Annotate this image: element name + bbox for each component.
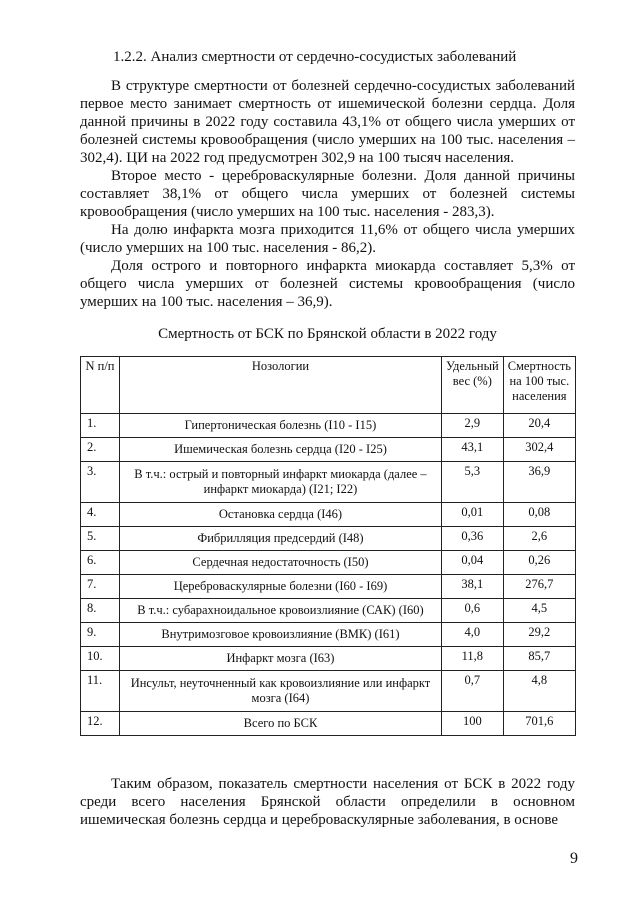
row-mortality: 4,5 xyxy=(503,599,575,623)
row-share: 43,1 xyxy=(441,438,503,462)
row-nosology: Ишемическая болезнь сердца (I20 - I25) xyxy=(120,438,442,462)
row-nosology: Инсульт, неуточненный как кровоизлияние или инфаркт мозга (I64) xyxy=(120,671,442,712)
table-caption: Смертность от БСК по Брянской области в 2022 году xyxy=(158,326,497,342)
row-number: 11. xyxy=(81,671,120,712)
row-share: 0,04 xyxy=(441,551,503,575)
row-number: 10. xyxy=(81,647,120,671)
row-number: 3. xyxy=(81,462,120,503)
row-mortality: 701,6 xyxy=(503,712,575,736)
table-row xyxy=(81,527,576,551)
row-mortality: 20,4 xyxy=(503,414,575,438)
row-mortality: 2,6 xyxy=(503,527,575,551)
paragraph-myocardial-infarction: Доля острого и повторного инфаркта миокарда составляет 5,3% от общего числа умерших от болезней системы кровообращения (число умерших на 100 тыс. населения – 36,9). xyxy=(80,258,575,310)
row-share: 5,3 xyxy=(441,462,503,503)
table-header-row xyxy=(81,357,576,414)
row-nosology: Инфаркт мозга (I63) xyxy=(120,647,442,671)
row-nosology: Сердечная недостаточность (I50) xyxy=(120,551,442,575)
header-share: Удельный вес (%) xyxy=(441,357,503,414)
section-heading: 1.2.2. Анализ смертности от сердечно-сосудистых заболеваний xyxy=(113,49,517,65)
closing-paragraph: Таким образом, показатель смертности населения от БСК в 2022 году среди всего населения Брянской области определили в основном ишемическая болезнь сердца и цереброваскулярные заболевания, в основе xyxy=(80,776,575,828)
paragraph-brain-infarction: На долю инфаркта мозга приходится 11,6% от общего числа умерших (число умерших на 100 тыс. населения - 86,2). xyxy=(80,222,575,256)
row-mortality: 29,2 xyxy=(503,623,575,647)
row-share: 0,7 xyxy=(441,671,503,712)
table-row xyxy=(81,414,576,438)
row-number: 4. xyxy=(81,503,120,527)
row-share: 0,36 xyxy=(441,527,503,551)
row-number: 2. xyxy=(81,438,120,462)
paragraph-ihd: В структуре смертности от болезней сердечно-сосудистых заболеваний первое место занимает смертность от ишемической болезни сердца. Доля данной причины в 2022 году составила 43,1% от общего числа умерших от болезней системы кровообращения (число умерших на 100 тыс. населения – 302,4). ЦИ на 2022 год предусмотрен 302,9 на 100 тысяч населения. xyxy=(80,78,575,166)
table-row xyxy=(81,671,576,712)
row-nosology: Гипертоническая болезнь (I10 - I15) xyxy=(120,414,442,438)
row-mortality: 276,7 xyxy=(503,575,575,599)
paragraph-cerebrovascular: Второе место - цереброваскулярные болезни. Доля данной причины составляет 38,1% от общего числа умерших от болезней системы кровообращения (число умерших на 100 тыс. населения - 283,3). xyxy=(80,168,575,220)
row-nosology: Фибрилляция предсердий (I48) xyxy=(120,527,442,551)
row-share: 11,8 xyxy=(441,647,503,671)
row-number: 5. xyxy=(81,527,120,551)
row-share: 2,9 xyxy=(441,414,503,438)
header-mortality: Смертность на 100 тыс. населения xyxy=(503,357,575,414)
row-nosology: В т.ч.: острый и повторный инфаркт миокарда (далее – инфаркт миокарда) (I21; I22) xyxy=(120,462,442,503)
row-number: 7. xyxy=(81,575,120,599)
table-row xyxy=(81,575,576,599)
header-number: N п/п xyxy=(81,357,120,414)
row-mortality: 0,26 xyxy=(503,551,575,575)
row-number: 12. xyxy=(81,712,120,736)
row-nosology: Внутримозговое кровоизлияние (ВМК) (I61) xyxy=(120,623,442,647)
table-row xyxy=(81,503,576,527)
row-share: 0,01 xyxy=(441,503,503,527)
row-number: 8. xyxy=(81,599,120,623)
row-nosology: Остановка сердца (I46) xyxy=(120,503,442,527)
row-share: 0,6 xyxy=(441,599,503,623)
row-mortality: 4,8 xyxy=(503,671,575,712)
table-row xyxy=(81,438,576,462)
row-nosology: В т.ч.: субарахноидальное кровоизлияние (САК) (I60) xyxy=(120,599,442,623)
row-number: 6. xyxy=(81,551,120,575)
row-nosology: Всего по БСК xyxy=(120,712,442,736)
row-number: 1. xyxy=(81,414,120,438)
row-nosology: Цереброваскулярные болезни (I60 - I69) xyxy=(120,575,442,599)
row-share: 100 xyxy=(441,712,503,736)
page-number: 9 xyxy=(570,850,578,867)
mortality-table xyxy=(80,356,576,736)
header-nosology: Нозологии xyxy=(120,357,442,414)
row-mortality: 85,7 xyxy=(503,647,575,671)
table-row xyxy=(81,599,576,623)
table-row xyxy=(81,551,576,575)
row-share: 4,0 xyxy=(441,623,503,647)
row-share: 38,1 xyxy=(441,575,503,599)
table-row-total xyxy=(81,712,576,736)
table-row xyxy=(81,647,576,671)
row-mortality: 302,4 xyxy=(503,438,575,462)
table-row xyxy=(81,462,576,503)
row-mortality: 0,08 xyxy=(503,503,575,527)
table-row xyxy=(81,623,576,647)
row-mortality: 36,9 xyxy=(503,462,575,503)
row-number: 9. xyxy=(81,623,120,647)
